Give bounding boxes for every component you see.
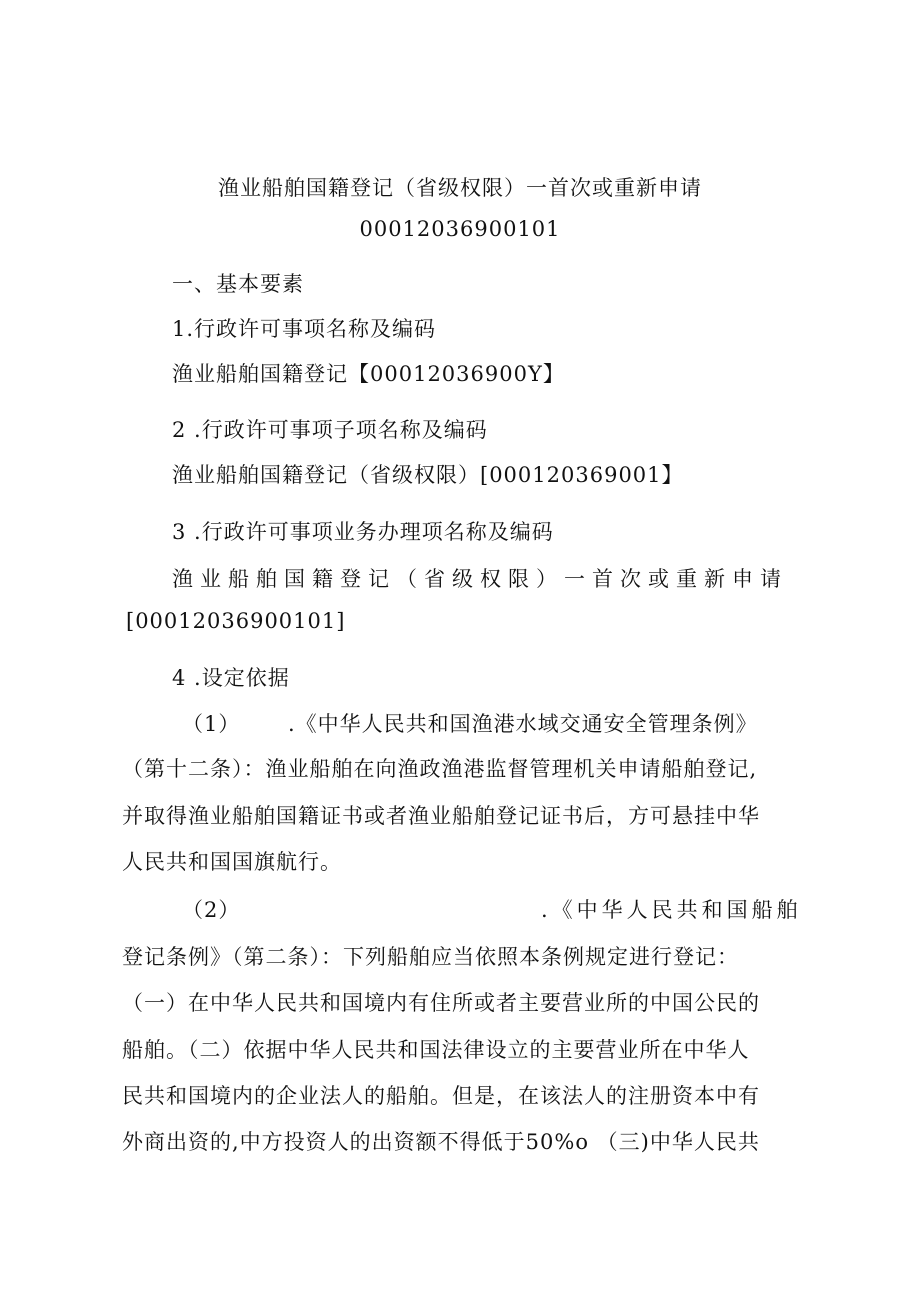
item4-heading: 4 .设定依据	[172, 666, 290, 690]
item3-heading: 3 .行政许可事项业务办理项名称及编码	[172, 520, 554, 544]
item1-value: 渔业船舶国籍登记【00012036900Y】	[172, 362, 565, 386]
basis2-line: 民共和国境内的企业法人的船舶。但是，在该法人的注册资本中有	[122, 1084, 760, 1108]
basis2-line: （一）在中华人民共和国境内有住所或者主要营业所的中国公民的	[122, 991, 760, 1015]
basis2-line: .《中华人民共和国船舶	[541, 898, 802, 922]
item1-heading: 1.行政许可事项名称及编码	[172, 317, 437, 341]
basis1-line: （第十二条）：渔业船舶在向渔政渔港监督管理机关申请船舶登记,	[122, 757, 758, 781]
basis2-line: 登记条例》（第二条）：下列船舶应当依照本条例规定进行登记：	[122, 945, 739, 969]
basis1-line: 并取得渔业船舶国籍证书或者渔业船舶登记证书后，方可悬挂中华	[122, 804, 760, 828]
basis1-number: （1）	[182, 712, 241, 736]
item3-code: [00012036900101]	[126, 609, 346, 633]
document-code: 00012036900101	[359, 217, 561, 241]
item2-value: 渔业船舶国籍登记（省级权限）[000120369001】	[172, 463, 684, 487]
section-heading-basic-elements: 一、基本要素	[172, 272, 304, 296]
basis2-number: （2）	[182, 898, 241, 922]
document-title: 渔业船舶国籍登记（省级权限）一首次或重新申请	[218, 176, 702, 200]
basis2-line: 船舶。（二）依据中华人民共和国法律设立的主要营业所在中华人	[122, 1038, 750, 1062]
basis1-line: 人民共和国国旗航行。	[122, 850, 342, 874]
basis2-line: 外商出资的,中方投资人的出资额不得低于50%o （三)中华人民共	[122, 1130, 760, 1154]
basis1-line: .《中华人民共和国渔港水域交通安全管理条例》	[288, 712, 758, 736]
item2-heading: 2 .行政许可事项子项名称及编码	[172, 418, 488, 442]
item3-value: 渔业船舶国籍登记（省级权限）一首次或重新申请	[172, 567, 788, 591]
